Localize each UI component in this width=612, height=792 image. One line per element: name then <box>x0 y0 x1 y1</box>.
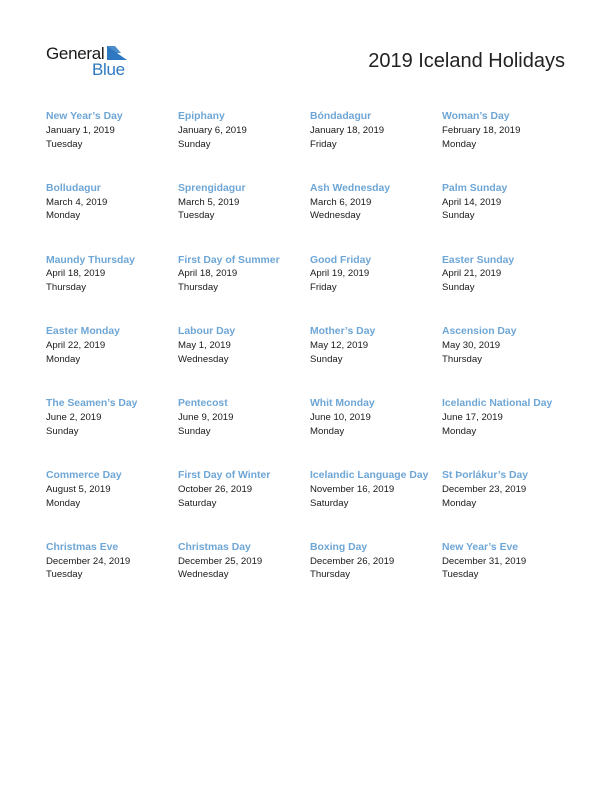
holiday-weekday: Sunday <box>178 138 211 150</box>
holiday-name: Bóndadagur <box>310 111 372 122</box>
holiday-weekday: Monday <box>442 497 477 509</box>
holiday-weekday: Sunday <box>442 282 475 294</box>
holiday-date: April 14, 2019 <box>442 196 502 208</box>
holiday-name: First Day of Winter <box>178 469 271 481</box>
holiday-item <box>46 397 178 469</box>
holiday-date: April 19, 2019 <box>310 268 370 280</box>
holiday-date: March 5, 2019 <box>178 196 240 208</box>
holiday-name: Christmas Day <box>178 541 251 553</box>
holiday-weekday: Thursday <box>46 282 86 294</box>
holiday-date: May 12, 2019 <box>310 340 369 352</box>
holiday-item <box>442 182 574 254</box>
holiday-name: Palm Sunday <box>442 182 508 194</box>
holiday-name: New Year’s Day <box>46 111 123 122</box>
holiday-item <box>310 325 442 397</box>
holiday-name: Commerce Day <box>46 469 122 481</box>
holiday-weekday: Thursday <box>178 282 218 294</box>
holiday-name: Icelandic Language Day <box>310 469 429 481</box>
holiday-weekday: Thursday <box>310 569 350 581</box>
holiday-item <box>178 469 310 541</box>
holiday-weekday: Tuesday <box>442 569 479 581</box>
holiday-name: Maundy Thursday <box>46 254 135 266</box>
holiday-name: Sprengidagur <box>178 182 246 194</box>
brand-word-blue: Blue <box>92 60 125 79</box>
holiday-item <box>310 254 442 326</box>
holiday-weekday: Monday <box>46 210 81 222</box>
holiday-weekday: Wednesday <box>178 569 229 581</box>
holiday-weekday: Monday <box>46 353 81 365</box>
holiday-item <box>46 469 178 541</box>
holiday-date: June 9, 2019 <box>178 411 234 423</box>
holiday-name: Bolludagur <box>46 182 101 194</box>
holiday-name: New Year’s Eve <box>442 541 519 553</box>
holiday-weekday: Sunday <box>46 425 79 437</box>
holiday-name: Mother’s Day <box>310 326 376 338</box>
holiday-name: First Day of Summer <box>178 254 280 266</box>
holiday-item <box>46 254 178 326</box>
holiday-date: June 2, 2019 <box>46 411 102 423</box>
holiday-weekday: Monday <box>442 138 477 150</box>
holiday-date: March 6, 2019 <box>310 196 372 208</box>
holiday-date: December 26, 2019 <box>310 555 395 567</box>
holiday-item <box>442 397 574 469</box>
holiday-name: Easter Monday <box>46 326 120 338</box>
holiday-weekday: Tuesday <box>46 569 83 581</box>
holiday-item <box>178 397 310 469</box>
holiday-date: December 25, 2019 <box>178 555 263 567</box>
holiday-weekday: Saturday <box>178 497 217 509</box>
holiday-item <box>46 182 178 254</box>
holiday-item <box>442 254 574 326</box>
holiday-name: Ascension Day <box>442 326 517 338</box>
holiday-item <box>310 110 442 182</box>
holiday-weekday: Tuesday <box>46 138 83 150</box>
holiday-item <box>442 110 574 182</box>
holiday-date: October 26, 2019 <box>178 483 253 495</box>
holiday-weekday: Friday <box>310 138 337 150</box>
holiday-item <box>442 325 574 397</box>
holiday-grid <box>46 110 586 613</box>
holiday-name: Woman’s Day <box>442 111 510 122</box>
holiday-name: Easter Sunday <box>442 254 515 266</box>
holiday-date: June 17, 2019 <box>442 411 503 423</box>
holiday-item <box>310 182 442 254</box>
holiday-date: April 21, 2019 <box>442 268 502 280</box>
holiday-item <box>178 325 310 397</box>
holiday-weekday: Monday <box>46 497 81 509</box>
holiday-date: June 10, 2019 <box>310 411 371 423</box>
page-title: 2019 Iceland Holidays <box>368 50 565 72</box>
holiday-item <box>310 541 442 613</box>
holiday-name: Labour Day <box>178 326 236 338</box>
holiday-date: November 16, 2019 <box>310 483 395 495</box>
holiday-date: January 1, 2019 <box>46 124 115 136</box>
holiday-item <box>178 254 310 326</box>
holiday-name: Ash Wednesday <box>310 182 391 194</box>
holiday-item <box>178 110 310 182</box>
holiday-name: St Þorlákur’s Day <box>442 469 529 481</box>
holiday-item <box>46 110 178 182</box>
holiday-item <box>442 541 574 613</box>
holiday-weekday: Saturday <box>310 497 349 509</box>
holiday-weekday: Monday <box>442 425 477 437</box>
holiday-weekday: Thursday <box>442 353 482 365</box>
holiday-weekday: Wednesday <box>178 353 229 365</box>
holiday-weekday: Tuesday <box>178 210 215 222</box>
holiday-item <box>310 469 442 541</box>
holiday-date: January 18, 2019 <box>310 124 385 136</box>
holiday-date: December 31, 2019 <box>442 555 527 567</box>
holiday-item <box>46 325 178 397</box>
holiday-weekday: Wednesday <box>310 210 361 222</box>
brand-logo <box>46 44 136 80</box>
holiday-date: April 18, 2019 <box>178 268 238 280</box>
holiday-name: Pentecost <box>178 398 228 410</box>
holiday-date: December 24, 2019 <box>46 555 131 567</box>
holiday-weekday: Sunday <box>442 210 475 222</box>
brand-word-general: General <box>46 44 105 63</box>
holiday-date: May 1, 2019 <box>178 340 231 352</box>
holiday-date: April 22, 2019 <box>46 340 106 352</box>
holiday-date: December 23, 2019 <box>442 483 527 495</box>
holiday-name: Epiphany <box>178 111 225 122</box>
holiday-date: April 18, 2019 <box>46 268 106 280</box>
holiday-name: Christmas Eve <box>46 541 119 553</box>
holiday-date: May 30, 2019 <box>442 340 501 352</box>
holiday-item <box>310 397 442 469</box>
holiday-name: Icelandic National Day <box>442 398 553 410</box>
holiday-name: The Seamen’s Day <box>46 398 138 410</box>
holiday-date: August 5, 2019 <box>46 483 111 495</box>
logo-flag-icon <box>107 46 127 60</box>
holiday-weekday: Friday <box>310 282 337 294</box>
holiday-item <box>442 469 574 541</box>
holiday-weekday: Monday <box>310 425 345 437</box>
holiday-weekday: Sunday <box>310 353 343 365</box>
holiday-date: February 18, 2019 <box>442 124 521 136</box>
holiday-weekday: Sunday <box>178 425 211 437</box>
holiday-name: Whit Monday <box>310 398 375 410</box>
holiday-item <box>178 541 310 613</box>
holiday-name: Good Friday <box>310 254 372 266</box>
holiday-item <box>178 182 310 254</box>
holiday-date: January 6, 2019 <box>178 124 247 136</box>
holiday-item <box>46 541 178 613</box>
holiday-date: March 4, 2019 <box>46 196 108 208</box>
holiday-name: Boxing Day <box>310 541 368 553</box>
